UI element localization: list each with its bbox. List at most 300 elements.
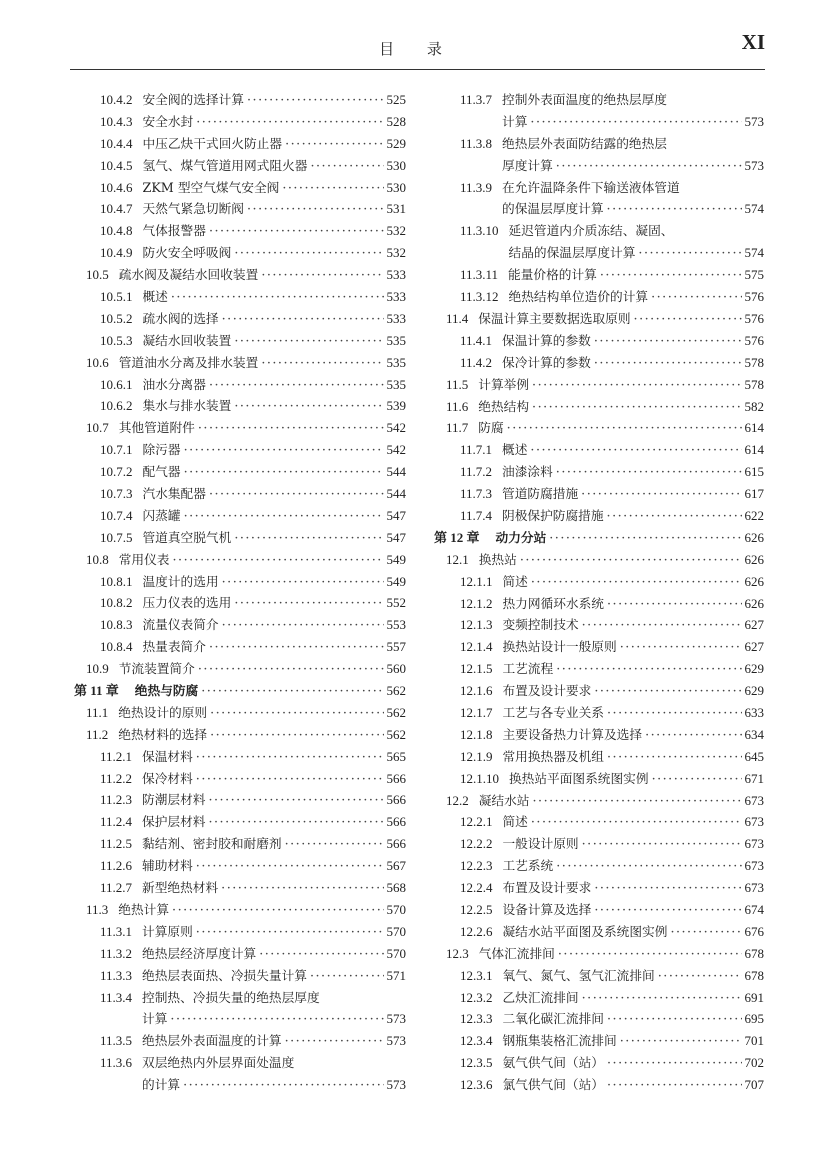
toc-entry xyxy=(74,155,406,177)
toc-entry-title: 配气器 xyxy=(142,464,181,480)
toc-entry xyxy=(74,855,406,877)
toc-entry-number: 11.2.4 xyxy=(100,814,133,830)
dot-leader xyxy=(607,1052,742,1074)
dot-leader xyxy=(620,1030,742,1052)
toc-entry xyxy=(74,943,406,965)
toc-entry-page: 533 xyxy=(386,310,406,326)
toc-entry-number: 10.8.2 xyxy=(100,595,133,611)
toc-entry-page: 535 xyxy=(386,354,406,370)
dot-leader xyxy=(171,286,384,308)
toc-entry-page: 678 xyxy=(744,945,764,961)
dot-leader xyxy=(170,1008,383,1030)
page-header xyxy=(70,30,765,72)
dot-leader xyxy=(594,877,741,899)
toc-entry-number: 10.8.3 xyxy=(100,617,133,633)
toc-entry-title: 保温计算的参数 xyxy=(502,332,591,348)
dot-leader xyxy=(582,614,742,636)
toc-entry xyxy=(74,133,406,155)
toc-entry-title: 凝结水回收装置 xyxy=(142,332,232,348)
dot-leader xyxy=(234,527,383,549)
toc-entry-number: 12.1.5 xyxy=(460,661,493,677)
toc-entry xyxy=(434,177,764,221)
toc-entry xyxy=(434,987,764,1009)
dot-leader xyxy=(209,483,384,505)
toc-entry-page: 576 xyxy=(744,310,764,326)
toc-entry-title: 变频控制技术 xyxy=(502,617,579,633)
toc-entry-title: 保温材料 xyxy=(142,748,193,764)
dot-leader xyxy=(670,921,741,943)
toc-entry-title: 二氧化碳汇流排间 xyxy=(502,1011,604,1027)
toc-entry-title: 管道真空脱气机 xyxy=(142,529,232,545)
toc-entry-number: 10.4.5 xyxy=(100,157,133,173)
toc-entry xyxy=(434,593,764,615)
toc-entry-title: 氢气、煤气管道用网式阻火器 xyxy=(142,157,308,173)
toc-entry-number: 12.3.4 xyxy=(460,1033,493,1049)
toc-entry-number: 11.3.3 xyxy=(100,967,133,983)
toc-entry-number: 12.3.3 xyxy=(460,1011,493,1027)
dot-leader xyxy=(259,943,383,965)
toc-entry xyxy=(434,1008,764,1030)
toc-entry-page: 617 xyxy=(744,486,764,502)
toc-entry-number: 12.3.6 xyxy=(460,1077,493,1093)
toc-entry xyxy=(74,111,406,133)
toc-entry xyxy=(74,374,406,396)
dot-leader xyxy=(209,220,384,242)
toc-entry-number: 12.1.7 xyxy=(460,704,493,720)
toc-entry-title: 计算举例 xyxy=(478,376,530,392)
toc-entry-page: 674 xyxy=(744,902,764,917)
dot-leader xyxy=(532,396,741,418)
toc-entry xyxy=(74,899,406,921)
toc-entry-number: 12.1.6 xyxy=(460,683,493,699)
toc-entry-number: 11.7 xyxy=(446,420,469,436)
toc-entry-page: 573 xyxy=(744,157,764,173)
toc-entry-page: 529 xyxy=(386,135,406,151)
toc-entry-title: 绝热计算 xyxy=(118,901,170,917)
toc-entry xyxy=(434,811,764,833)
toc-entry xyxy=(434,658,764,680)
toc-entry-page: 615 xyxy=(744,464,764,480)
toc-entry-number: 10.4.7 xyxy=(100,201,133,217)
toc-entry-title: 工艺流程 xyxy=(502,661,554,677)
toc-entry-title: 管道防腐措施 xyxy=(502,486,579,502)
toc-entry-number: 10.5.1 xyxy=(100,289,133,304)
toc-entry xyxy=(434,636,764,658)
toc-chapter-title: 绝热与防腐 xyxy=(134,683,199,699)
toc-entry-page: 582 xyxy=(744,398,764,414)
dot-leader xyxy=(234,330,383,352)
dot-leader xyxy=(507,417,742,439)
toc-entry xyxy=(74,439,406,461)
toc-entry-page: 560 xyxy=(386,661,406,677)
toc-entry-number: 10.4.9 xyxy=(100,245,133,261)
toc-entry-page: 562 xyxy=(386,726,406,742)
toc-entry-title: 控制热、冷损失量的绝热层厚度 xyxy=(142,989,320,1005)
toc-entry-title-continued: 的保温层厚度计算 xyxy=(502,201,604,217)
toc-entry-page: 573 xyxy=(386,1033,406,1049)
toc-entry xyxy=(74,264,406,286)
toc-entry-number: 10.6.2 xyxy=(100,398,133,414)
toc-entry-page: 578 xyxy=(744,376,764,392)
dot-leader xyxy=(201,680,383,702)
dot-leader xyxy=(310,965,384,987)
toc-entry-page: 532 xyxy=(386,223,406,239)
toc-entry-number: 11.2.6 xyxy=(100,858,133,874)
toc-entry-page: 566 xyxy=(386,770,406,786)
toc-entry-title: 延迟管道内介质冻结、凝固、 xyxy=(508,223,674,239)
toc-entry-number: 11.3 xyxy=(86,901,109,917)
toc-entry-page: 571 xyxy=(386,967,406,983)
toc-entry-page: 531 xyxy=(386,201,406,217)
dot-leader xyxy=(196,768,384,790)
toc-entry-title: 压力仪表的选用 xyxy=(142,595,232,611)
toc-entry-page: 549 xyxy=(386,573,406,589)
toc-entry-number: 10.5.2 xyxy=(100,310,133,326)
toc-entry xyxy=(74,921,406,943)
toc-entry-page: 533 xyxy=(386,289,406,304)
toc-entry-number: 11.3.10 xyxy=(460,223,499,239)
toc-entry-number: 10.7.5 xyxy=(100,529,133,545)
toc-entry-number: 11.2.2 xyxy=(100,770,133,786)
toc-entry-title: 概述 xyxy=(502,442,528,458)
toc-right-column xyxy=(434,89,764,1096)
toc-entry-title: 钢瓶集装格汇流排间 xyxy=(502,1033,617,1049)
toc-entry-title: 乙炔汇流排间 xyxy=(502,989,579,1005)
toc-entry xyxy=(74,89,406,111)
toc-entry xyxy=(74,811,406,833)
toc-entry-title: 氧气、氮气、氢气汇流排间 xyxy=(502,967,655,983)
dot-leader xyxy=(582,987,742,1009)
toc-entry-title: 管道油水分离及排水装置 xyxy=(118,354,259,370)
toc-entry-number: 12.2 xyxy=(446,792,469,808)
toc-entry xyxy=(74,505,406,527)
toc-entry xyxy=(434,1052,764,1074)
toc-entry-page: 626 xyxy=(744,595,764,611)
dot-leader xyxy=(196,746,384,768)
toc-entry-title: 阴极保护防腐措施 xyxy=(502,507,604,523)
toc-entry-number: 12.3 xyxy=(446,945,469,961)
toc-entry-title: 工艺与各专业关系 xyxy=(502,704,604,720)
toc-entry-number: 10.6 xyxy=(86,354,109,370)
dot-leader xyxy=(210,724,383,746)
toc-entry-title-continued: 厚度计算 xyxy=(502,157,553,173)
toc-entry xyxy=(434,505,764,527)
toc-entry-page: 633 xyxy=(744,704,764,720)
dot-leader xyxy=(285,133,383,155)
toc-entry xyxy=(434,286,764,308)
toc-entry-title: 防潮层材料 xyxy=(142,792,206,808)
toc-entry-number: 11.3.6 xyxy=(100,1055,133,1071)
toc-entry xyxy=(74,987,406,1031)
toc-entry xyxy=(74,877,406,899)
toc-entry-title: 氯气供气间（站） xyxy=(502,1077,604,1093)
dot-leader xyxy=(594,899,741,921)
toc-entry-title: 常用换热器及机组 xyxy=(502,748,604,764)
toc-entry-page: 678 xyxy=(744,967,764,983)
toc-entry-title: 油漆涂料 xyxy=(502,464,553,480)
toc-entry-page: 549 xyxy=(386,551,406,567)
toc-entry-title: 绝热层外表面防结露的绝热层 xyxy=(502,135,667,151)
toc-entry-title: 绝热设计的原则 xyxy=(118,704,208,720)
toc-entry-number: 12.2.3 xyxy=(460,858,493,874)
toc-entry-number: 11.2 xyxy=(86,726,109,742)
toc-entry-number: 12.3.5 xyxy=(460,1055,493,1071)
toc-entry-number: 12.3.1 xyxy=(460,967,493,983)
toc-entry-title: 换热站平面图系统图实例 xyxy=(509,770,649,786)
toc-chapter-number: 第 12 章 xyxy=(434,529,480,545)
toc-entry-title: 双层绝热内外层界面处温度 xyxy=(142,1055,295,1071)
toc-entry-number: 12.2.6 xyxy=(460,923,493,939)
toc-entry-page: 573 xyxy=(744,113,764,129)
header-title: 目 录 xyxy=(379,40,456,58)
toc-entry-title: 安全水封 xyxy=(142,113,194,129)
header-rule xyxy=(70,69,765,70)
toc-entry-page: 567 xyxy=(386,858,406,874)
toc-entry xyxy=(434,220,764,264)
toc-entry xyxy=(74,286,406,308)
toc-entry-page: 525 xyxy=(386,91,406,107)
toc-entry-title: 一般设计原则 xyxy=(502,836,579,852)
toc-entry xyxy=(74,242,406,264)
toc-entry-title: 防火安全呼吸阀 xyxy=(142,245,232,261)
toc-entry-title: 疏水阀的选择 xyxy=(142,310,219,326)
toc-entry-page: 557 xyxy=(386,639,406,655)
dot-leader xyxy=(651,286,741,308)
toc-entry xyxy=(74,198,406,220)
toc-entry-title: 节流装置简介 xyxy=(118,661,195,677)
toc-entry-title: 闪蒸罐 xyxy=(142,507,181,523)
toc-entry-page: 576 xyxy=(744,332,764,348)
dot-leader xyxy=(531,571,742,593)
toc-entry-title: 绝热材料的选择 xyxy=(118,726,208,742)
toc-entry-number: 10.9 xyxy=(86,661,109,677)
dot-leader xyxy=(558,943,742,965)
toc-entry xyxy=(434,702,764,724)
dot-leader xyxy=(549,527,741,549)
toc-entry-number: 11.2.5 xyxy=(100,836,133,852)
toc-entry-title-continued: 的计算 xyxy=(142,1077,181,1093)
dot-leader xyxy=(607,746,742,768)
toc-entry-number: 10.7.1 xyxy=(100,442,133,458)
toc-entry xyxy=(74,636,406,658)
toc-entry-title: 安全阀的选择计算 xyxy=(142,91,244,107)
toc-entry xyxy=(74,483,406,505)
toc-entry-title: 工艺系统 xyxy=(502,858,554,874)
dot-leader xyxy=(209,374,384,396)
toc-entry-title: 热量表简介 xyxy=(142,639,206,655)
toc-entry xyxy=(434,439,764,461)
toc-entry-number: 11.4 xyxy=(446,310,469,326)
toc-entry-title: 防腐 xyxy=(478,420,504,436)
dot-leader xyxy=(620,636,742,658)
dot-leader xyxy=(222,571,384,593)
dot-leader xyxy=(285,833,384,855)
toc-entry-number: 12.1.10 xyxy=(460,770,499,786)
dot-leader xyxy=(310,155,383,177)
toc-entry-title: 流量仪表简介 xyxy=(142,617,219,633)
toc-entry xyxy=(434,1074,764,1096)
toc-entry-number: 12.2.4 xyxy=(460,880,493,896)
toc-entry-title: 汽水集配器 xyxy=(142,486,206,502)
toc-entry-title: ZKM 型空气煤气安全阀 xyxy=(142,179,280,195)
toc-entry xyxy=(434,483,764,505)
toc-entry-page: 535 xyxy=(386,376,406,392)
dot-leader xyxy=(247,89,384,111)
toc-entry-page: 532 xyxy=(386,245,406,261)
dot-leader xyxy=(234,242,383,264)
toc-entry-page: 626 xyxy=(744,529,764,545)
toc-entry-page: 573 xyxy=(386,1011,406,1027)
dot-leader xyxy=(261,264,383,286)
toc-entry-number: 11.3.5 xyxy=(100,1033,133,1049)
toc-entry-title: 布置及设计要求 xyxy=(502,683,592,699)
dot-leader xyxy=(582,833,742,855)
toc-entry xyxy=(74,571,406,593)
toc-chapter xyxy=(434,527,764,549)
toc-entry-title-continued: 计算 xyxy=(502,113,528,129)
toc-entry-title: 集水与排水装置 xyxy=(142,398,232,414)
toc-entry-number: 10.4.3 xyxy=(100,113,133,129)
toc-entry xyxy=(74,308,406,330)
toc-entry-number: 12.1.8 xyxy=(460,726,493,742)
toc-entry-title: 绝热层表面热、冷损失量计算 xyxy=(142,967,307,983)
dot-leader xyxy=(531,811,742,833)
toc-entry-number: 11.2.1 xyxy=(100,748,133,764)
toc-entry-page: 573 xyxy=(386,1077,406,1093)
toc-chapter-title: 动力分站 xyxy=(495,529,547,545)
toc-entry-number: 12.1.9 xyxy=(460,748,493,764)
toc-entry-page: 645 xyxy=(744,748,764,764)
toc-entry-number: 11.3.7 xyxy=(460,92,493,107)
toc-entry-page: 707 xyxy=(744,1077,764,1093)
toc-entry-number: 10.4.4 xyxy=(100,135,133,151)
dot-leader xyxy=(594,352,742,374)
dot-leader xyxy=(234,395,383,417)
toc-entry xyxy=(434,921,764,943)
dot-leader xyxy=(658,965,742,987)
toc-entry-title: 控制外表面温度的绝热层厚度 xyxy=(502,92,667,107)
toc-entry-number: 12.1 xyxy=(446,551,469,567)
toc-entry xyxy=(74,724,406,746)
toc-entry-title: 主要设备热力计算及选择 xyxy=(502,726,643,742)
toc-entry-number: 11.7.4 xyxy=(460,507,493,523)
dot-leader xyxy=(532,374,741,396)
toc-entry-title: 温度计的选用 xyxy=(142,573,219,589)
toc-entry-page: 530 xyxy=(386,157,406,173)
dot-leader xyxy=(196,855,384,877)
toc-entry-page: 673 xyxy=(744,858,764,874)
toc-entry xyxy=(434,855,764,877)
toc-entry-number: 11.2.3 xyxy=(100,792,133,808)
toc-entry-title: 中压乙炔干式回火防止器 xyxy=(142,135,283,151)
toc-entry-page: 695 xyxy=(744,1011,764,1027)
toc-entry-number: 11.3.4 xyxy=(100,989,133,1005)
toc-entry xyxy=(434,264,764,286)
toc-entry-number: 11.4.2 xyxy=(460,354,493,370)
toc-entry-page: 535 xyxy=(386,332,406,348)
toc-entry-title: 布置及设计要求 xyxy=(502,880,592,896)
dot-leader xyxy=(221,877,383,899)
toc-entry xyxy=(74,1052,406,1096)
toc-entry-page: 629 xyxy=(744,661,764,677)
toc-entry-number: 12.2.5 xyxy=(460,902,493,917)
toc-entry-title: 其他管道附件 xyxy=(118,420,195,436)
toc-entry-number: 11.3.2 xyxy=(100,945,133,961)
toc-entry-page: 627 xyxy=(744,617,764,633)
toc-entry-number: 10.4.2 xyxy=(100,91,133,107)
dot-leader xyxy=(607,1008,742,1030)
toc-entry-number: 11.5 xyxy=(446,376,469,392)
toc-entry xyxy=(434,417,764,439)
toc-entry-number: 11.2.7 xyxy=(100,880,133,896)
toc-entry-page: 574 xyxy=(744,245,764,261)
toc-entry-title: 绝热结构单位造价的计算 xyxy=(508,289,649,305)
dot-leader xyxy=(247,198,384,220)
toc-entry-page: 570 xyxy=(386,945,406,961)
toc-entry-number: 11.7.1 xyxy=(460,442,493,458)
toc-entry-number: 12.1.1 xyxy=(460,573,493,589)
dot-leader xyxy=(638,242,741,264)
dot-leader xyxy=(607,198,742,220)
toc-left-column xyxy=(74,89,406,1096)
toc-entry-number: 10.7.2 xyxy=(100,464,133,480)
toc-chapter-number: 第 11 章 xyxy=(74,683,119,699)
toc-entry-title: 换热站设计一般原则 xyxy=(502,639,617,655)
toc-entry-page: 566 xyxy=(386,792,406,808)
toc-entry-title: 凝结水站 xyxy=(478,792,530,808)
toc-entry xyxy=(434,833,764,855)
toc-entry-page: 614 xyxy=(744,420,764,436)
toc-entry xyxy=(74,527,406,549)
toc-entry-number: 11.4.1 xyxy=(460,332,493,348)
toc-entry xyxy=(434,1030,764,1052)
toc-entry-title: 能量价格的计算 xyxy=(508,267,597,283)
dot-leader xyxy=(209,636,384,658)
dot-leader xyxy=(222,614,384,636)
toc-entry xyxy=(434,943,764,965)
toc-entry-page: 673 xyxy=(744,792,764,808)
toc-entry-number: 10.5.3 xyxy=(100,332,133,348)
dot-leader xyxy=(520,549,742,571)
dot-leader xyxy=(581,483,741,505)
dot-leader xyxy=(234,592,383,614)
toc-entry xyxy=(74,461,406,483)
dot-leader xyxy=(594,330,742,352)
toc-entry-number: 10.8.4 xyxy=(100,639,133,655)
toc-entry-title: 绝热层外表面温度的计算 xyxy=(142,1033,282,1049)
dot-leader xyxy=(645,724,741,746)
dot-leader xyxy=(285,1030,384,1052)
dot-leader xyxy=(173,549,384,571)
toc-entry-number: 12.3.2 xyxy=(460,989,493,1005)
toc-entry-title: 简述 xyxy=(502,573,528,589)
toc-chapter xyxy=(74,680,406,702)
toc-entry-number: 10.8.1 xyxy=(100,573,133,589)
toc-entry-number: 11.3.12 xyxy=(460,289,499,305)
toc-entry-page: 622 xyxy=(744,507,764,523)
toc-entry xyxy=(434,614,764,636)
toc-entry-page: 576 xyxy=(744,289,764,305)
toc-entry xyxy=(74,352,406,374)
toc-entry-page: 570 xyxy=(386,923,406,939)
toc-entry xyxy=(74,702,406,724)
dot-leader xyxy=(530,439,741,461)
toc-entry-number: 10.7.4 xyxy=(100,507,133,523)
toc-entry xyxy=(74,592,406,614)
toc-entry-title: 在允许温降条件下输送液体管道 xyxy=(502,179,680,195)
dot-leader xyxy=(556,461,742,483)
toc-entry-title: 凝结水站平面图及系统图实例 xyxy=(502,923,668,939)
